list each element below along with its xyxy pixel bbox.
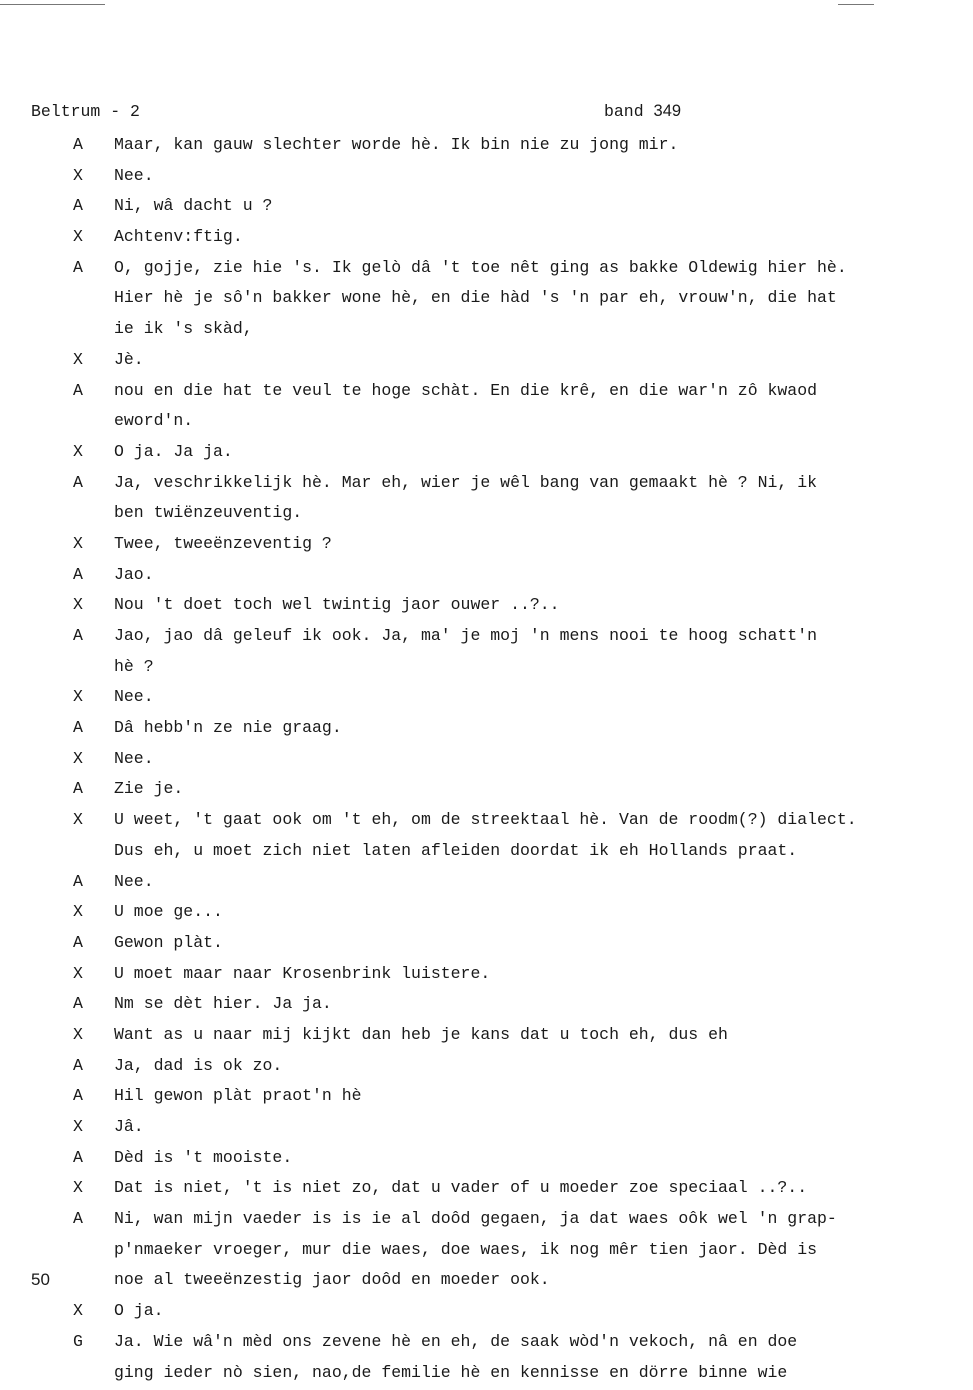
line-text: Achtenv:ftig. [114, 227, 243, 247]
transcript-line [0, 1020, 973, 1051]
transcript-line [0, 1204, 973, 1235]
transcript-line [0, 406, 973, 437]
transcript-line [0, 1265, 973, 1296]
line-text: Nee. [114, 165, 154, 185]
line-text: Jao, jao dâ geleuf ik ook. Ja, ma' je moj 'n mens nooi te hoog schatt'n [114, 626, 818, 645]
transcript-line [0, 161, 973, 192]
speaker-label: A [73, 380, 83, 400]
speaker-label: A [73, 1209, 83, 1229]
speaker-label: X [73, 1178, 83, 1198]
speaker-label: A [73, 1055, 83, 1075]
speaker-label: X [73, 963, 83, 983]
speaker-label: A [73, 626, 83, 645]
line-text: Ja, dad is ok zo. [114, 1055, 283, 1075]
line-text: Ja, veschrikkelijk hè. Mar eh, wier je wêl bang van gemaakt hè ? Ni, ik [114, 472, 818, 492]
transcript-line [0, 836, 973, 867]
transcript-line [0, 774, 973, 805]
transcript-line [0, 345, 973, 376]
transcript-line [0, 1358, 973, 1389]
speaker-label: A [73, 135, 83, 154]
line-text: Nm se dèt hier. Ja ja. [114, 994, 332, 1014]
transcript-line [0, 989, 973, 1020]
speaker-label: A [73, 1086, 83, 1106]
speaker-label: X [73, 441, 83, 461]
transcript-line [0, 1051, 973, 1082]
speaker-label: A [73, 994, 83, 1014]
line-text: Dèd is 't mooiste. [114, 1147, 293, 1167]
line-text: ging ieder nò sien, nao,de femilie hè en kennisse en dörre binne wie [114, 1362, 788, 1382]
speaker-label: X [73, 902, 83, 922]
speaker-label: X [73, 748, 83, 768]
transcript-line [0, 376, 973, 407]
transcript-line [0, 805, 973, 836]
line-text: Zie je. [114, 779, 184, 799]
line-text: Jao. [114, 564, 154, 584]
transcript-line [0, 560, 973, 591]
top-left-rule [0, 4, 105, 5]
line-text: Hil gewon plàt praot'n hè [114, 1086, 362, 1106]
transcript-line [0, 897, 973, 928]
transcript-line [0, 253, 973, 284]
transcript-line [0, 529, 973, 560]
line-text: Hier hè je sô'n bakker wone hè, en die hàd 's 'n par eh, vrouw'n, die hat [114, 288, 837, 308]
line-text: O ja. [114, 1301, 164, 1321]
transcript-line [0, 713, 973, 744]
line-text: Want as u naar mij kijkt dan heb je kans dat u toch eh, dus eh [114, 1024, 728, 1044]
line-text: O, gojje, zie hie 's. Ik gelò dâ 't toe nêt ging as bakke Oldewig hier hè. [114, 257, 847, 277]
speaker-label: A [73, 871, 83, 891]
transcript-line [0, 283, 973, 314]
transcript-line [0, 222, 973, 253]
transcript-line [0, 1173, 973, 1204]
speaker-label: A [73, 472, 83, 492]
line-text: Ni, wan mijn vaeder is is ie al doôd gegaen, ja dat waes oôk wel 'n grap- [114, 1209, 837, 1229]
line-text: O ja. Ja ja. [114, 441, 233, 461]
line-text: eword'n. [114, 411, 194, 431]
line-text: Ni, wâ dacht u ? [114, 196, 273, 216]
top-right-rule [838, 4, 874, 5]
speaker-label: A [73, 718, 83, 738]
line-text: Dat is niet, 't is niet zo, dat u vader of u moeder zoe speciaal ..?.. [114, 1178, 808, 1198]
line-text: Nee. [114, 748, 154, 768]
speaker-label: X [73, 1301, 83, 1321]
transcript-line [0, 314, 973, 345]
speaker-label: X [73, 349, 83, 369]
line-text: Ja. Wie wâ'n mèd ons zevene hè en eh, de saak wòd'n vekoch, nâ en doe [114, 1331, 798, 1351]
transcript-body [0, 130, 973, 1388]
line-text: ie ik 's skàd, [114, 319, 253, 339]
page-header-band [604, 102, 681, 121]
line-text: Jâ. [114, 1117, 144, 1136]
band-number: 349 [653, 102, 682, 120]
speaker-label: X [73, 533, 83, 553]
transcript-line [0, 1327, 973, 1358]
page-header-title: Beltrum - 2 [31, 102, 140, 121]
line-text: hè ? [114, 656, 154, 676]
transcript-line [0, 1081, 973, 1112]
transcript-line [0, 498, 973, 529]
margin-line-number: 50 [31, 1270, 50, 1290]
speaker-label: G [73, 1331, 83, 1351]
speaker-label: A [73, 779, 83, 799]
line-text: U moet maar naar Krosenbrink luistere. [114, 963, 491, 983]
line-text: Twee, tweeënzeventig ? [114, 533, 332, 553]
speaker-label: X [73, 1117, 83, 1136]
line-text: U weet, 't gaat ook om 't eh, om de streektaal hè. Van de roodm(?) dialect. [114, 810, 857, 830]
transcript-line [0, 959, 973, 990]
line-text: Dus eh, u moet zich niet laten afleiden doordat ik eh Hollands praat. [114, 840, 798, 860]
line-text: noe al tweeënzestig jaor doôd en moeder ook. [114, 1270, 550, 1290]
transcript-line [0, 1112, 973, 1143]
speaker-label: X [73, 227, 83, 247]
speaker-label: A [73, 257, 83, 277]
transcript-line [0, 682, 973, 713]
transcript-line [0, 590, 973, 621]
band-label: band [604, 102, 644, 121]
transcript-line [0, 621, 973, 652]
line-text: Nee. [114, 871, 154, 891]
line-text: U moe ge... [114, 902, 223, 922]
transcript-line [0, 191, 973, 222]
transcript-line [0, 928, 973, 959]
line-text: Dâ hebb'n ze nie graag. [114, 718, 342, 738]
line-text: nou en die hat te veul te hoge schàt. En die krê, en die war'n zô kwaod [114, 380, 818, 400]
transcript-line [0, 1235, 973, 1266]
transcript-line [0, 652, 973, 683]
transcript-line [0, 130, 973, 161]
line-text: Jè. [114, 349, 144, 369]
speaker-label: X [73, 165, 83, 185]
speaker-label: A [73, 564, 83, 584]
transcript-line [0, 437, 973, 468]
speaker-label: A [73, 932, 83, 952]
transcript-line [0, 867, 973, 898]
line-text: Gewon plàt. [114, 932, 223, 952]
line-text: Maar, kan gauw slechter worde hè. Ik bin nie zu jong mir. [114, 135, 679, 154]
line-text: Nou 't doet toch wel twintig jaor ouwer ..?.. [114, 595, 560, 615]
line-text: Nee. [114, 687, 154, 707]
speaker-label: X [73, 1024, 83, 1044]
line-text: ben twiënzeuventig. [114, 503, 303, 523]
speaker-label: A [73, 1147, 83, 1167]
speaker-label: X [73, 687, 83, 707]
transcript-line [0, 1296, 973, 1327]
transcript-line [0, 1143, 973, 1174]
speaker-label: X [73, 595, 83, 615]
transcript-line [0, 744, 973, 775]
line-text: p'nmaeker vroeger, mur die waes, doe waes, ik nog mêr tien jaor. Dèd is [114, 1239, 818, 1259]
speaker-label: X [73, 810, 83, 830]
transcript-line [0, 468, 973, 499]
speaker-label: A [73, 196, 83, 216]
